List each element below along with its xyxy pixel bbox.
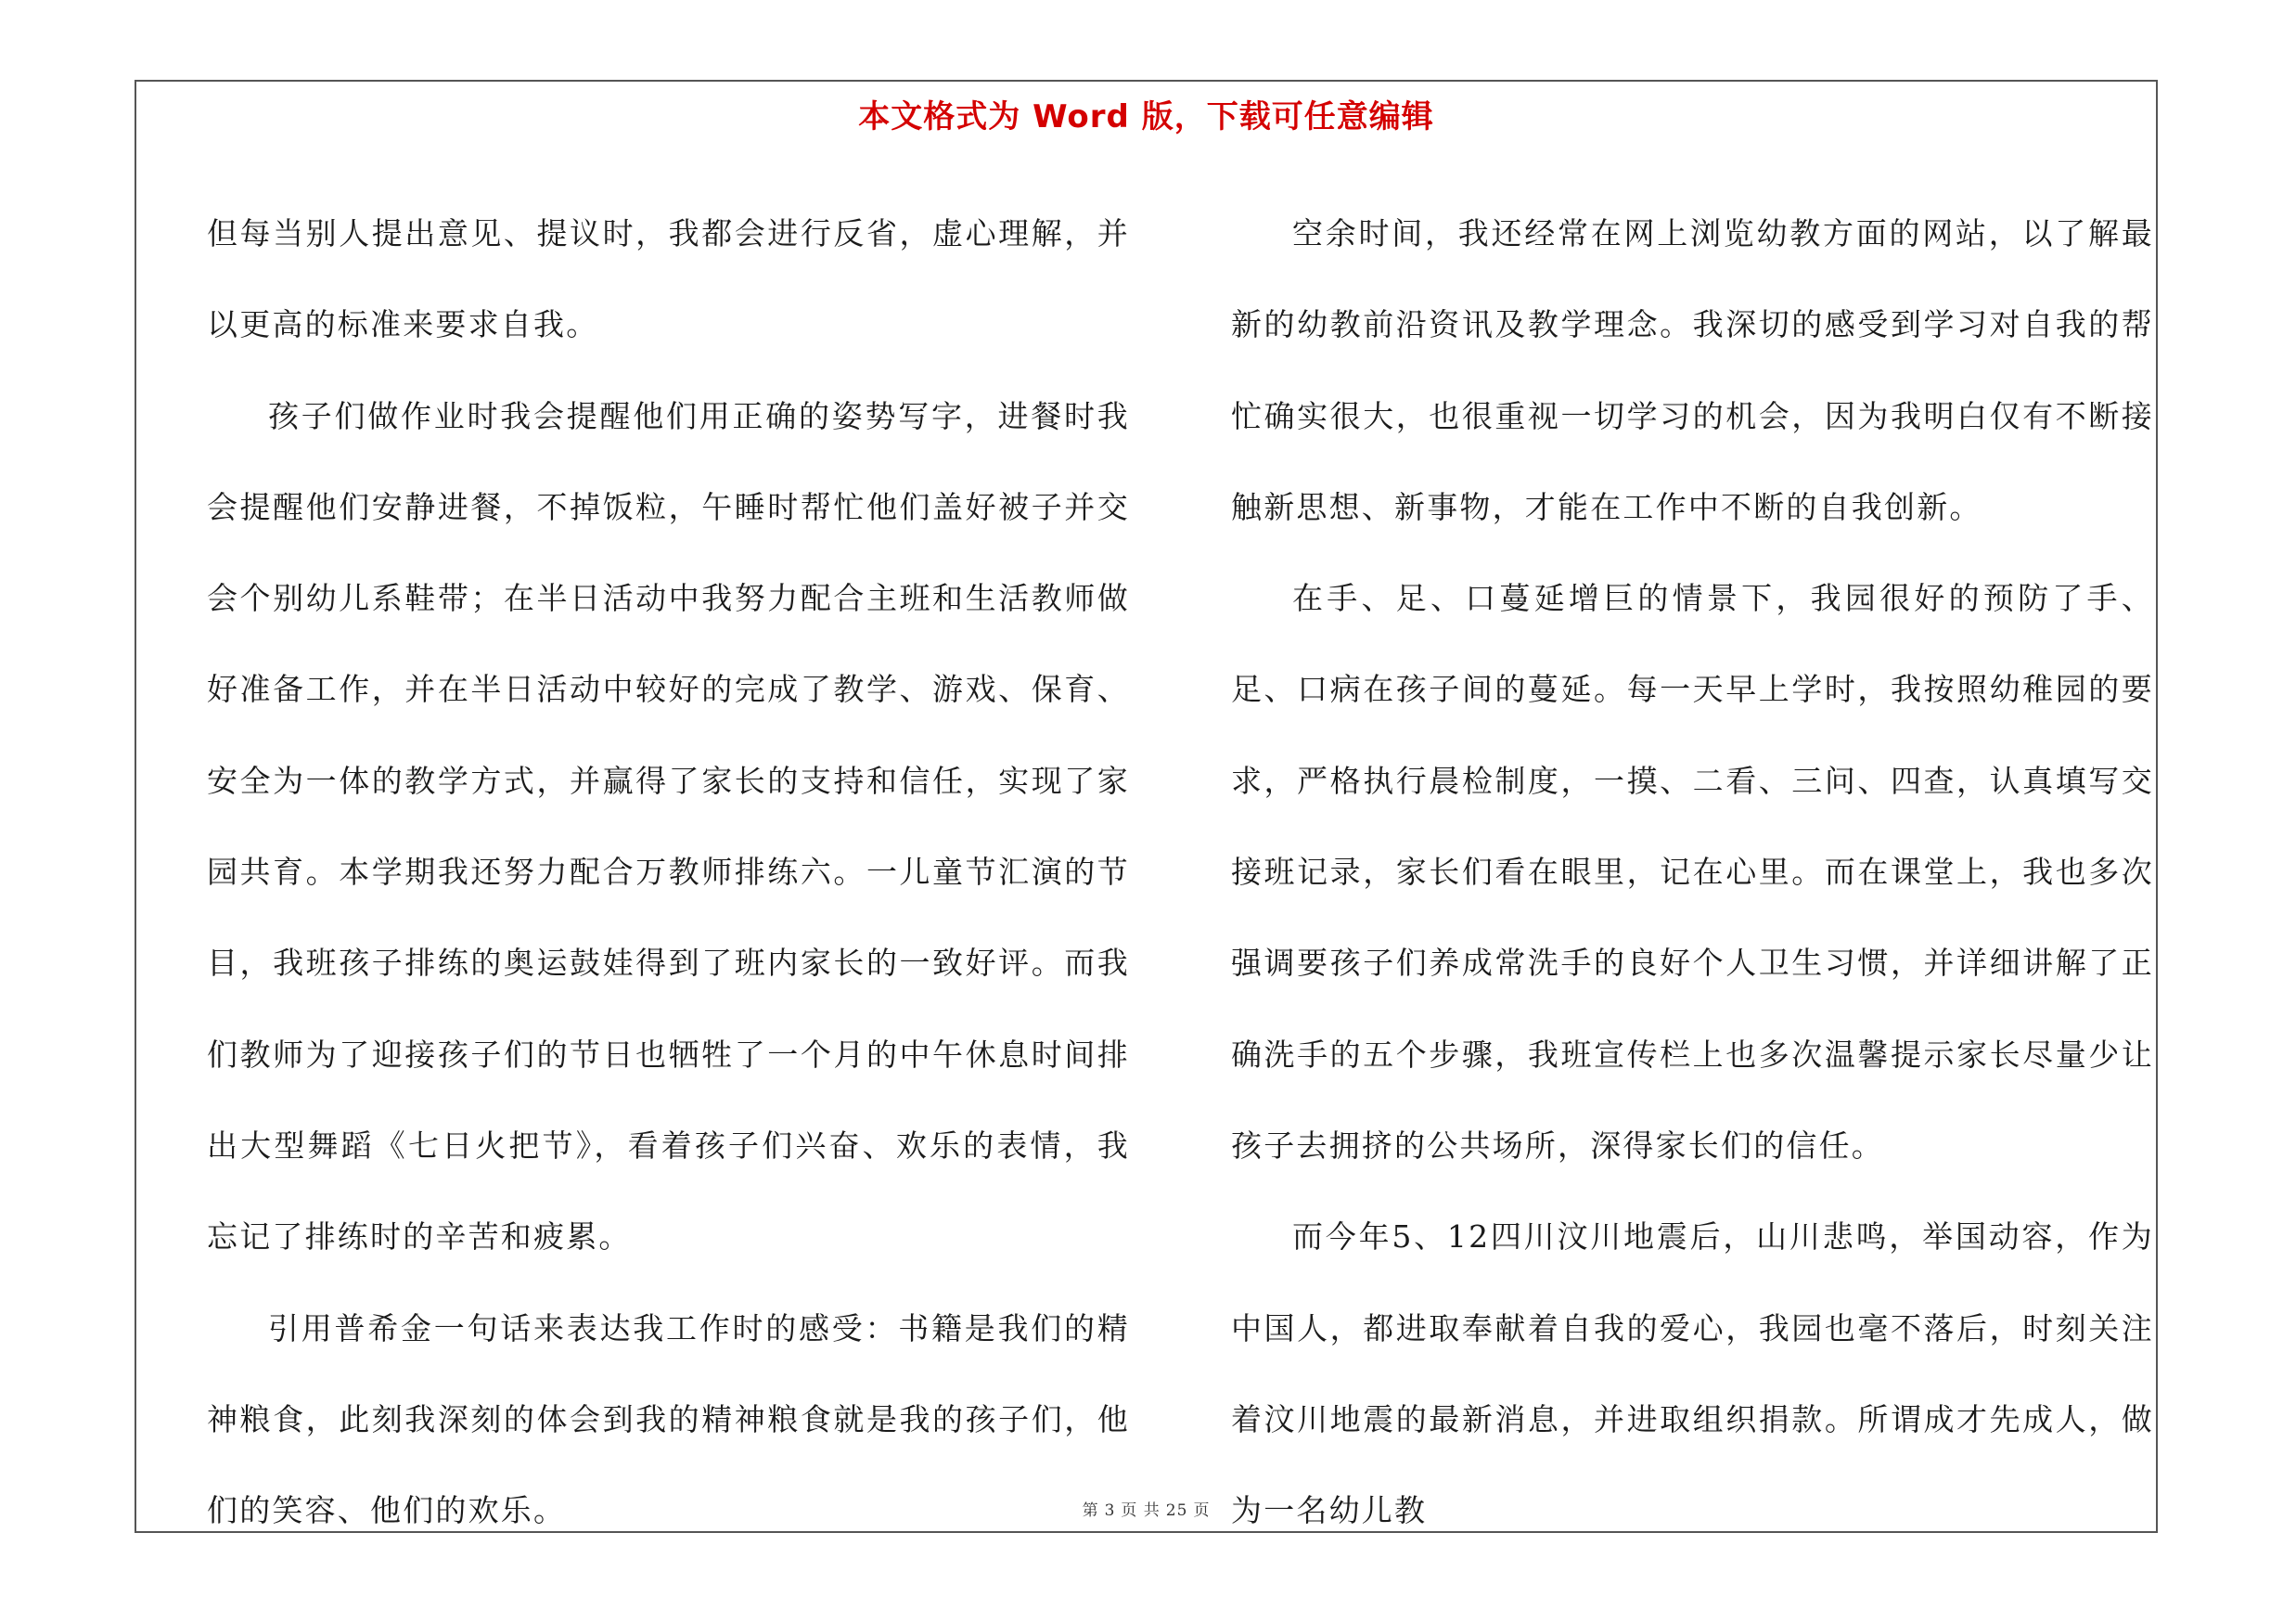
paragraph: 在手、足、口蔓延增巨的情景下，我园很好的预防了手、足、口病在孩子间的蔓延。每一天早上学时，我按照幼稚园的要求，严格执行晨检制度，一摸、二看、三问、四查，认真填写交接班记录，家长们看在眼里，记在心里。而在课堂上，我也多次强调要孩子们养成常洗手的良好个人卫生习惯，并详细讲解了正确洗手的五个步骤，我班宣传栏上也多次温馨提示家长尽量少让孩子去拥挤的公共场所，深得家长们的信任。 xyxy=(1231,580,2154,1164)
paragraph: 但每当别人提出意见、提议时，我都会进行反省，虚心理解，并以更高的标准来要求自我。 xyxy=(207,215,1130,343)
page-number-footer xyxy=(136,1497,2156,1520)
paragraph: 孩子们做作业时我会提醒他们用正确的姿势写字，进餐时我会提醒他们安静进餐，不掉饭粒，午睡时帮忙他们盖好被子并交会个别幼儿系鞋带；在半日活动中我努力配合主班和生活教师做好准备工作，并在半日活动中较好的完成了教学、游戏、保育、安全为一体的教学方式，并赢得了家长的支持和信任，实现了家园共育。本学期我还努力配合万教师排练六。一儿童节汇演的节目，我班孩子排练的奥运鼓娃得到了班内家长的一致好评。而我们教师为了迎接孩子们的节日也牺牲了一个月的中午休息时间排出大型舞蹈《七日火把节》，看着孩子们兴奋、欢乐的表情，我忘记了排练时的辛苦和疲累。 xyxy=(207,397,1130,1256)
footer-prefix: 第 xyxy=(1082,1501,1099,1520)
page-frame xyxy=(135,80,2158,1533)
total-pages-number: 25 xyxy=(1165,1501,1188,1520)
paragraph: 空余时间，我还经常在网上浏览幼教方面的网站，以了解最新的幼教前沿资讯及教学理念。我深切的感受到学习对自我的帮忙确实很大，也很重视一切学习的机会，因为我明白仅有不断接触新思想、新事物，才能在工作中不断的自我创新。 xyxy=(1231,215,2154,525)
current-page-number: 3 xyxy=(1104,1501,1116,1520)
footer-middle: 页 共 xyxy=(1121,1501,1161,1520)
paragraph: 而今年5、12四川汶川地震后，山川悲鸣，举国动容，作为中国人，都进取奉献着自我的爱心，我园也毫不落后，时刻关注着汶川地震的最新消息，并进取组织捐款。所谓成才先成人，做为一名幼儿教 xyxy=(1231,1218,2154,1529)
footer-suffix: 页 xyxy=(1193,1501,1211,1520)
right-column xyxy=(1231,188,2154,1556)
document-banner: 本文格式为 Word 版，下载可任意编辑 xyxy=(858,98,1434,135)
left-column xyxy=(207,188,1130,1556)
paragraph: 引用普希金一句话来表达我工作时的感受：书籍是我们的精神粮食，此刻我深刻的体会到我的精神粮食就是我的孩子们，他们的笑容、他们的欢乐。 xyxy=(207,1309,1130,1529)
